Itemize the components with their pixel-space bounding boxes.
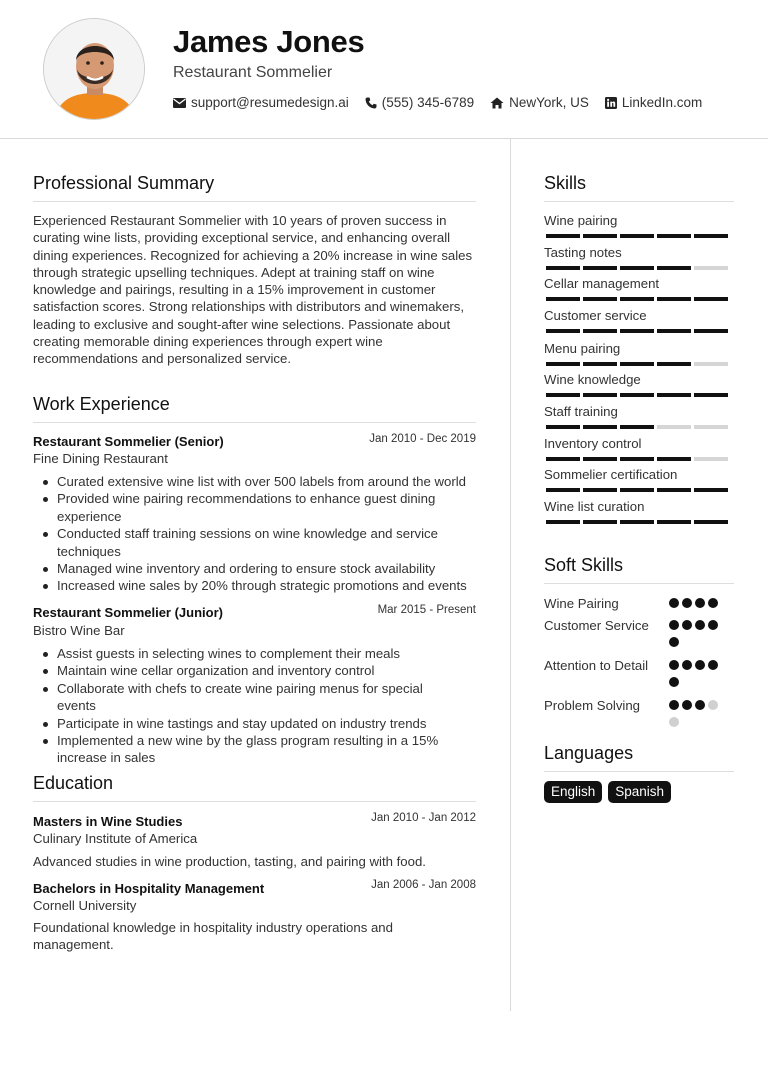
home-icon — [490, 97, 504, 109]
skill-level-segment — [657, 297, 691, 301]
contact-email[interactable] — [173, 95, 349, 110]
skill-level-segment — [657, 329, 691, 333]
language-tag: English — [544, 781, 602, 803]
skill-level-bar — [546, 425, 731, 429]
soft-skill-rating — [669, 700, 725, 734]
skill-level-bar — [546, 393, 731, 397]
skill-level-segment — [694, 266, 728, 270]
skills-rule — [544, 201, 734, 202]
skill-level-segment — [620, 520, 654, 524]
job-dates: Mar 2015 - Present — [377, 604, 476, 616]
list-item: Participate in wine tastings and stay updated on industry trends — [33, 715, 465, 732]
list-item: Conducted staff training sessions on wine knowledge and service techniques — [33, 525, 483, 560]
degree-description: Advanced studies in wine production, tasting, and pairing with food. — [33, 854, 426, 869]
job-organization: Fine Dining Restaurant — [33, 451, 168, 466]
skill-name: Staff training — [544, 404, 618, 419]
rating-dot — [669, 717, 679, 727]
contact-location-text: NewYork, US — [509, 95, 589, 110]
skill-level-bar — [546, 297, 731, 301]
person-avatar-icon — [44, 19, 145, 120]
resume-header — [0, 0, 768, 139]
skill-level-segment — [546, 393, 580, 397]
skill-level-segment — [583, 457, 617, 461]
language-tags — [544, 781, 677, 803]
skill-level-segment — [657, 520, 691, 524]
skill-level-segment — [546, 329, 580, 333]
rating-dot — [669, 700, 679, 710]
skill-name: Menu pairing — [544, 341, 621, 356]
skill-level-segment — [657, 457, 691, 461]
job-organization: Bistro Wine Bar — [33, 623, 125, 638]
skill-level-bar — [546, 488, 731, 492]
soft-skill-name: Problem Solving — [544, 698, 641, 713]
experience-rule — [33, 422, 476, 423]
languages-rule — [544, 771, 734, 772]
summary-line: creating memorable dining experiences through expert wine — [33, 334, 383, 350]
skill-level-segment — [657, 425, 691, 429]
education-heading: Education — [33, 773, 114, 793]
skill-level-segment — [620, 234, 654, 238]
degree-description — [33, 919, 476, 954]
rating-dot — [669, 637, 679, 647]
rating-dot — [669, 620, 679, 630]
summary-line: satisfaction scores. Strong relationships with distributors and winemakers, — [33, 299, 464, 315]
soft-skill-rating — [669, 598, 725, 615]
list-item: Managed wine inventory and ordering to ensure stock availability — [33, 560, 483, 577]
rating-dot — [682, 598, 692, 608]
soft-skills-heading: Soft Skills — [544, 555, 624, 575]
job-bullets — [33, 645, 465, 767]
rating-dot — [708, 620, 718, 630]
soft-skill-rating — [669, 620, 725, 654]
skill-level-segment — [546, 488, 580, 492]
list-item: Provided wine pairing recommendations to enhance guest dining experience — [33, 490, 483, 525]
skill-level-segment — [546, 425, 580, 429]
rating-dot — [708, 700, 718, 710]
skill-level-segment — [583, 488, 617, 492]
skill-name: Inventory control — [544, 436, 642, 451]
skill-level-segment — [694, 362, 728, 366]
skill-level-segment — [620, 297, 654, 301]
rating-dot — [708, 660, 718, 670]
skill-level-segment — [694, 297, 728, 301]
phone-icon — [365, 97, 377, 109]
school-name: Culinary Institute of America — [33, 831, 198, 846]
rating-dot — [682, 700, 692, 710]
skill-name: Wine knowledge — [544, 372, 641, 387]
skill-level-segment — [694, 329, 728, 333]
skill-level-segment — [694, 488, 728, 492]
skill-level-segment — [620, 266, 654, 270]
soft-skill-name: Attention to Detail — [544, 658, 649, 673]
contact-phone[interactable] — [365, 95, 474, 110]
summary-line: through strategic upselling techniques. Adept at training staff on wine — [33, 264, 435, 280]
list-item: Collaborate with chefs to create wine pairing menus for special events — [33, 680, 465, 715]
skill-level-segment — [583, 362, 617, 366]
rating-dot — [669, 677, 679, 687]
skill-level-segment — [620, 362, 654, 366]
summary-line: knowledge and pairings, resulting in a 15% improvement in customer — [33, 282, 436, 298]
job-dates: Jan 2010 - Dec 2019 — [369, 433, 476, 445]
skill-level-segment — [583, 520, 617, 524]
skill-level-segment — [657, 266, 691, 270]
candidate-name: James Jones — [173, 24, 365, 59]
skill-level-segment — [694, 520, 728, 524]
summary-line: leading to exclusive and sought-after wine selections. Passionate about — [33, 316, 451, 332]
linkedin-icon — [605, 97, 617, 109]
summary-line: Experienced Restaurant Sommelier with 10 years of proven success in — [33, 213, 447, 228]
skill-level-segment — [546, 457, 580, 461]
school-name: Cornell University — [33, 898, 137, 913]
degree-title: Bachelors in Hospitality Management — [33, 881, 265, 896]
skill-level-bar — [546, 362, 731, 366]
skill-level-segment — [583, 393, 617, 397]
skill-name: Tasting notes — [544, 245, 622, 260]
skill-level-segment — [620, 393, 654, 397]
contact-phone-text: (555) 345-6789 — [381, 95, 475, 110]
rating-dot — [695, 620, 705, 630]
soft-skill-name: Customer Service — [544, 618, 649, 633]
education-rule — [33, 801, 476, 802]
list-item: Maintain wine cellar organization and inventory control — [33, 662, 465, 679]
rating-dot — [682, 660, 692, 670]
job-title: Restaurant Sommelier (Junior) — [33, 605, 223, 620]
skill-level-bar — [546, 329, 731, 333]
list-item: Increased wine sales by 20% through strategic promotions and events — [33, 577, 483, 594]
soft-skill-name: Wine Pairing — [544, 596, 619, 611]
skill-level-segment — [620, 457, 654, 461]
degree-dates: Jan 2006 - Jan 2008 — [371, 879, 476, 891]
rating-dot — [669, 660, 679, 670]
skill-level-segment — [546, 362, 580, 366]
skill-level-segment — [583, 297, 617, 301]
contact-location — [490, 95, 589, 110]
skill-name: Wine list curation — [544, 499, 645, 514]
skill-level-bar — [546, 234, 731, 238]
summary-line: curating wine lists, providing exceptional service, and enhancing overall — [33, 230, 451, 246]
skill-name: Customer service — [544, 308, 647, 323]
candidate-title: Restaurant Sommelier — [173, 64, 333, 81]
skill-name: Wine pairing — [544, 213, 618, 228]
list-item: Curated extensive wine list with over 500 labels from around the world — [33, 473, 483, 490]
skill-level-segment — [546, 297, 580, 301]
skill-level-segment — [657, 234, 691, 238]
list-item: Assist guests in selecting wines to complement their meals — [33, 645, 465, 662]
skill-level-segment — [657, 393, 691, 397]
skill-name: Sommelier certification — [544, 467, 678, 482]
column-divider — [510, 139, 511, 1011]
summary-text — [33, 212, 483, 368]
job-title: Restaurant Sommelier (Senior) — [33, 434, 224, 449]
skill-level-segment — [620, 329, 654, 333]
skill-level-segment — [694, 457, 728, 461]
rating-dot — [695, 660, 705, 670]
contact-email-text: support@resumedesign.ai — [191, 95, 349, 110]
skill-level-segment — [694, 393, 728, 397]
skill-level-bar — [546, 520, 731, 524]
soft-skill-rating — [669, 660, 725, 694]
degree-dates: Jan 2010 - Jan 2012 — [371, 812, 476, 824]
language-tag: Spanish — [608, 781, 671, 803]
skills-heading: Skills — [544, 173, 587, 193]
skill-level-segment — [546, 234, 580, 238]
skill-level-segment — [620, 488, 654, 492]
skill-level-segment — [620, 425, 654, 429]
skill-level-segment — [657, 488, 691, 492]
summary-line: recommendations and personalized service. — [33, 351, 292, 367]
soft-skills-rule — [544, 583, 734, 584]
contact-list — [173, 95, 718, 110]
skill-name: Cellar management — [544, 276, 660, 291]
summary-rule — [33, 201, 476, 202]
rating-dot — [708, 598, 718, 608]
list-item: Implemented a new wine by the glass program resulting in a 15% increase in sales — [33, 732, 465, 767]
summary-line: dining experiences. Recognized for achieving a 20% increase in wine sales — [33, 247, 473, 263]
skill-level-segment — [583, 234, 617, 238]
skill-level-bar — [546, 266, 731, 270]
skill-level-segment — [546, 520, 580, 524]
skill-level-segment — [546, 266, 580, 270]
summary-heading: Professional Summary — [33, 173, 215, 193]
skill-level-bar — [546, 457, 731, 461]
experience-heading: Work Experience — [33, 394, 170, 414]
skill-level-segment — [583, 329, 617, 333]
profile-photo — [43, 18, 145, 120]
rating-dot — [669, 598, 679, 608]
skill-level-segment — [694, 425, 728, 429]
description-line: management. — [33, 937, 114, 953]
skill-level-segment — [694, 234, 728, 238]
contact-linkedin-text: LinkedIn.com — [621, 95, 703, 110]
skill-level-segment — [657, 362, 691, 366]
languages-heading: Languages — [544, 743, 634, 763]
skill-level-segment — [583, 425, 617, 429]
rating-dot — [682, 620, 692, 630]
contact-linkedin[interactable] — [605, 95, 702, 110]
envelope-icon — [173, 98, 186, 108]
degree-title: Masters in Wine Studies — [33, 814, 183, 829]
rating-dot — [695, 700, 705, 710]
rating-dot — [695, 598, 705, 608]
description-line: Foundational knowledge in hospitality industry operations and — [33, 920, 393, 935]
job-bullets — [33, 473, 483, 595]
skill-level-segment — [583, 266, 617, 270]
